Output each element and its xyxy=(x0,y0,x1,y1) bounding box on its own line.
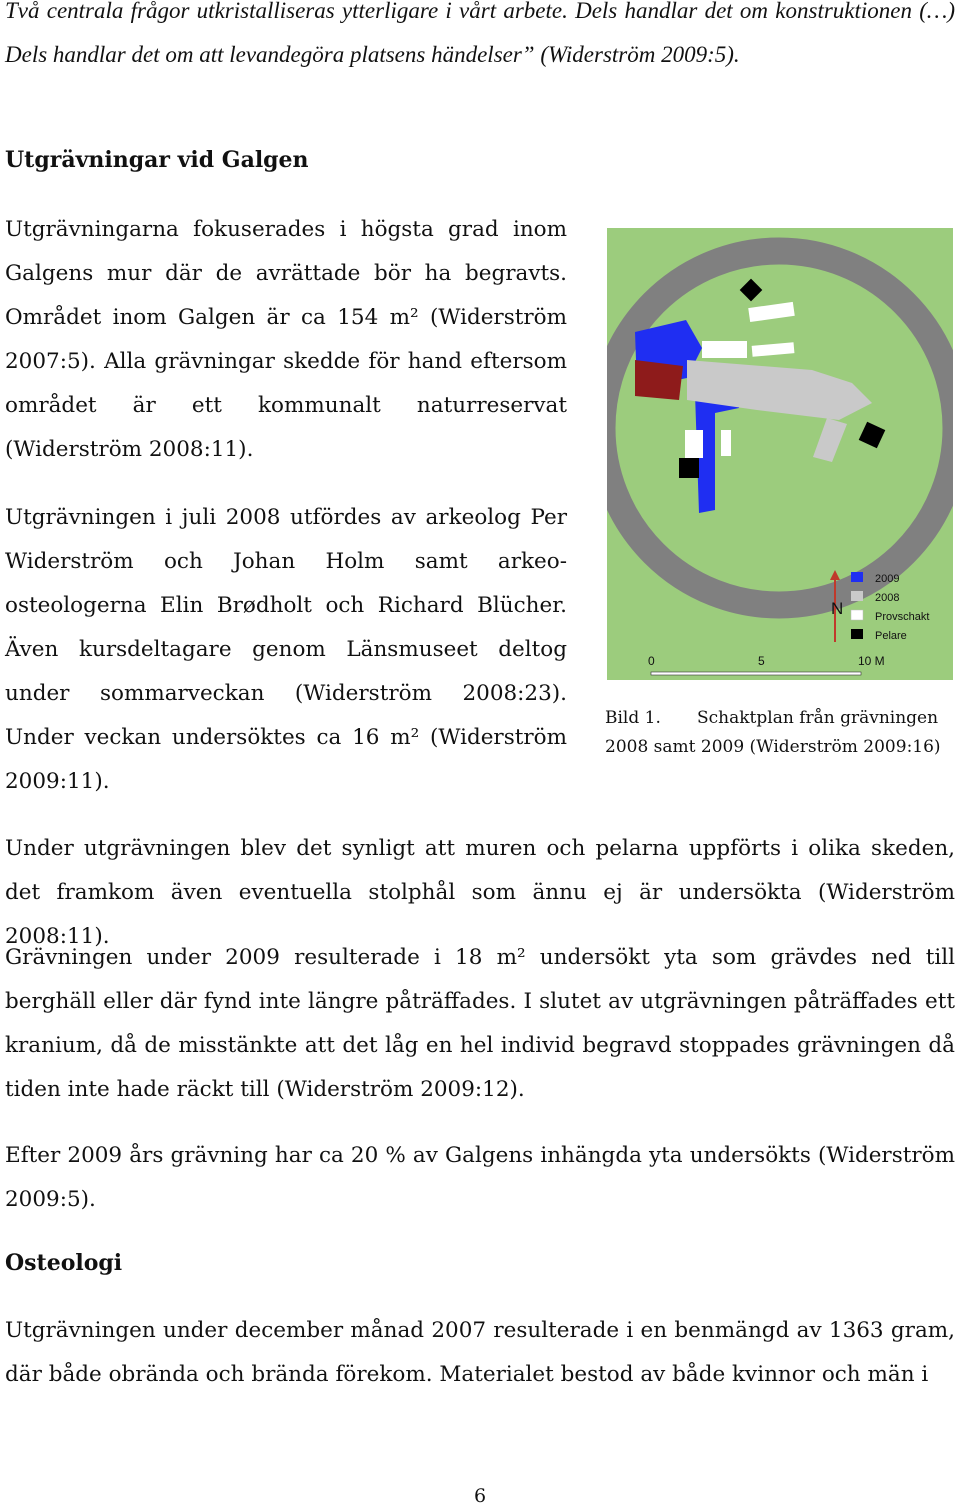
intro-paragraph: Två centrala frågor utkristalliseras ytterligare i vårt arbete. Dels handlar det om konstruktionen (…) Dels handlar det om att levandegöra platsens händelser” (Widerström 2009:5). xyxy=(5,0,955,67)
section-heading-excavations: Utgrävningar vid Galgen xyxy=(5,147,309,173)
legend-swatch-2009 xyxy=(851,572,863,582)
scale-label-0: 0 xyxy=(648,654,655,668)
paragraph-osteology: Utgrävningen under december månad 2007 resulterade i en benmängd av 1363 gram, där både obrända och brända förekom. Materialet bestod av både kvinnor och män i xyxy=(5,1318,955,1387)
figure-caption-label: Bild 1. xyxy=(605,708,661,728)
legend-label-pelare: Pelare xyxy=(875,630,907,642)
paragraph-excavation-focus: Utgrävningarna fokuserades i högsta grad inom Galgens mur där de avrättade bör ha begravts. Området inom Galgen är ca 154 m² (Widerström 2007:5). Alla grävningar skedde för hand eftersom området är ett kommunalt naturreservat (Widerström 2008:11). xyxy=(5,217,567,462)
legend-label-2008: 2008 xyxy=(875,592,900,604)
scale-label-10m: 10 M xyxy=(858,654,885,668)
area-2008-square xyxy=(777,376,787,390)
paragraph-excavation-coverage: Efter 2009 års grävning har ca 20 % av Galgens inhängda yta undersökts (Widerström 2009:5). xyxy=(5,1143,955,1212)
excavation-plan-figure xyxy=(607,228,953,680)
paragraph-excavation-2009: Grävningen under 2009 resulterade i 18 m² undersökt yta som grävdes ned till berghäll eller där fynd inte längre påträffades. I slutet av utgrävningen påträffades ett kranium, då de misstänkte att det låg en hel individ begravd stoppades grävningen då tiden inte hade räckt till (Widerström 2009:12). xyxy=(5,945,955,1102)
test-trench-5 xyxy=(721,430,731,456)
area-red xyxy=(635,360,683,400)
scale-label-5: 5 xyxy=(758,654,765,668)
pillar-southwest xyxy=(679,458,699,478)
legend-swatch-pelare xyxy=(851,629,863,639)
excavation-plan-map xyxy=(607,228,953,680)
paragraph-excavation-findings: Under utgrävningen blev det synligt att muren och pelarna uppförts i olika skeden, det framkom även eventuella stolphål som ännu ej är undersökta (Widerström 2008:11). xyxy=(5,836,955,949)
paragraph-excavation-july-2008: Utgrävningen i juli 2008 utfördes av arkeolog Per Widerström och Johan Holm samt arkeo-osteologerna Elin Brødholt och Richard Blücher. Även kursdeltagare genom Länsmuseet deltog under sommarveckan (Widerström 2008:23). Under veckan undersöktes ca 16 m² (Widerström 2009:11). xyxy=(5,505,567,794)
section-heading-osteology: Osteologi xyxy=(5,1250,123,1276)
test-trench-2 xyxy=(702,341,747,358)
legend-label-provschakt: Provschakt xyxy=(875,611,930,623)
north-label: N xyxy=(831,599,844,618)
legend-swatch-2008 xyxy=(851,591,863,601)
legend-label-2009: 2009 xyxy=(875,573,900,585)
test-trench-4 xyxy=(685,430,703,458)
legend-swatch-provschakt xyxy=(851,610,863,620)
page-number: 6 xyxy=(473,1485,487,1507)
scale-bar-line xyxy=(651,672,861,675)
figure-caption xyxy=(605,704,960,762)
figure-caption-text: Schaktplan från grävningen 2008 samt 2009 (Widerström 2009:16) xyxy=(605,708,941,757)
